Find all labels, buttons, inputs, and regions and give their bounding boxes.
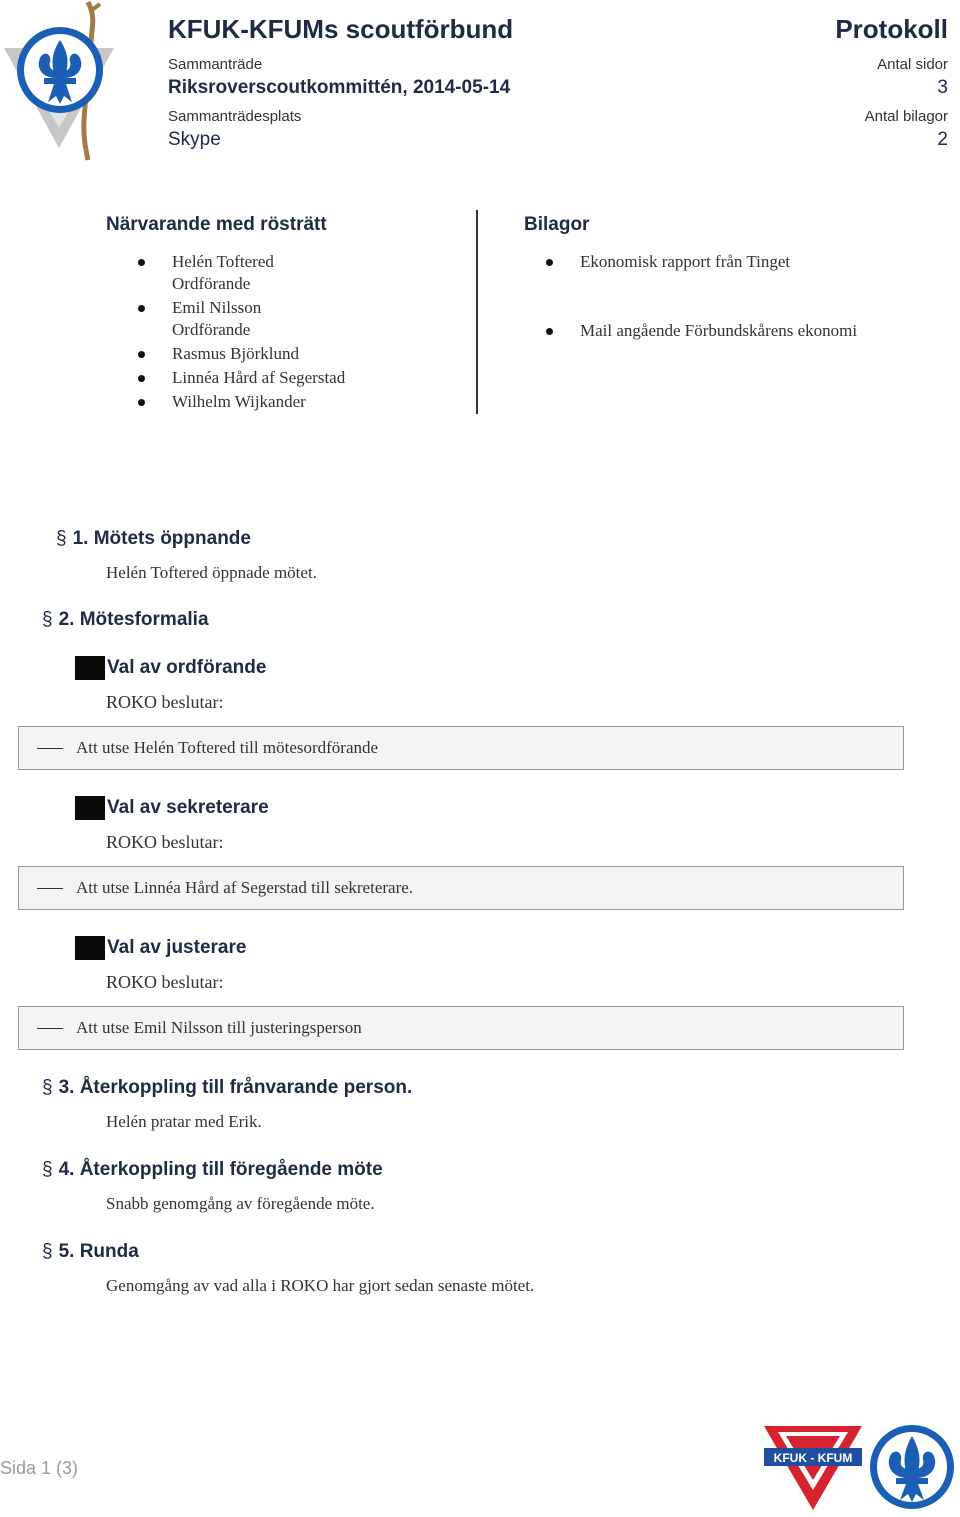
attendee-item xyxy=(138,391,458,413)
section-title: 1. Mötets öppnande xyxy=(72,528,251,549)
decision-text: Att utse Emil Nilsson till justeringsperson xyxy=(76,1018,362,1037)
section-3-text: Helén pratar med Erik. xyxy=(106,1112,262,1131)
section-5-heading xyxy=(42,1241,139,1263)
org-name: KFUK-KFUMs scoutförbund xyxy=(168,14,514,44)
attendee-name: Helén Toftered xyxy=(172,252,274,271)
subsection-title: Val av justerare xyxy=(107,937,247,958)
decision-box xyxy=(18,726,904,770)
dash-icon xyxy=(37,748,63,749)
attendee-name: Emil Nilsson xyxy=(172,298,262,317)
dash-icon xyxy=(37,888,63,889)
decision-box xyxy=(18,866,904,910)
meeting-label: Sammanträde xyxy=(168,56,263,73)
pages-label: Antal sidor xyxy=(877,56,948,73)
subsection-title: Val av ordförande xyxy=(107,657,267,678)
attendee-role: Ordförande xyxy=(172,274,251,293)
doc-type: Protokoll xyxy=(835,14,948,44)
section-title: 4. Återkoppling till föregående möte xyxy=(58,1159,383,1180)
decision-label: ROKO beslutar: xyxy=(106,692,224,712)
attachments-count-value: 2 xyxy=(937,129,948,150)
subsection-heading xyxy=(75,936,246,960)
redaction-block xyxy=(75,796,105,820)
section-4-heading xyxy=(42,1159,383,1181)
attendee-item xyxy=(138,343,458,365)
attachments-heading: Bilagor xyxy=(524,214,590,235)
attendee-item xyxy=(138,297,458,341)
place-value: Skype xyxy=(168,129,221,150)
redaction-block xyxy=(75,656,105,680)
attendee-name: Linnéa Hård af Segerstad xyxy=(172,368,346,387)
kfuk-logo-text: KFUK - KFUM xyxy=(773,1451,853,1465)
section-3-heading xyxy=(42,1077,412,1099)
section-1-text: Helén Toftered öppnade mötet. xyxy=(106,563,317,582)
section-title: 2. Mötesformalia xyxy=(58,609,209,630)
meeting-value: Riksroverscoutkommittén, 2014-05-14 xyxy=(168,77,511,98)
scout-emblem-logo xyxy=(868,1422,956,1512)
subsection-heading xyxy=(75,796,269,820)
dash-icon xyxy=(37,1028,63,1029)
attachment-item: Ekonomisk rapport från Tinget xyxy=(546,251,946,273)
decision-label: ROKO beslutar: xyxy=(106,972,224,992)
subsection-title: Val av sekreterare xyxy=(107,797,269,818)
attendees-list xyxy=(138,251,458,413)
column-divider xyxy=(476,210,478,414)
attachments-count-label: Antal bilagor xyxy=(864,108,948,125)
paragraph-sign: § xyxy=(42,1241,53,1262)
kfuk-kfum-logo xyxy=(764,1426,862,1510)
section-title: 3. Återkoppling till frånvarande person. xyxy=(58,1077,413,1098)
attendee-item xyxy=(138,251,458,295)
attendees-heading: Närvarande med rösträtt xyxy=(106,214,327,235)
paragraph-sign: § xyxy=(42,1077,53,1098)
decision-box xyxy=(18,1006,904,1050)
decision-label: ROKO beslutar: xyxy=(106,832,224,852)
pages-value: 3 xyxy=(937,77,948,98)
decision-text: Att utse Linnéa Hård af Segerstad till sekreterare. xyxy=(76,878,414,897)
redaction-block xyxy=(75,936,105,960)
place-label: Sammanträdesplats xyxy=(168,108,302,125)
paragraph-sign: § xyxy=(56,528,67,549)
attendee-name: Rasmus Björklund xyxy=(172,344,300,363)
attendee-role: Ordförande xyxy=(172,320,251,339)
attachments-list xyxy=(546,251,946,342)
section-title: 5. Runda xyxy=(58,1241,139,1262)
page-indicator: Sida 1 (3) xyxy=(0,1458,79,1478)
subsection-heading xyxy=(75,656,266,680)
section-1-heading xyxy=(56,528,251,550)
paragraph-sign: § xyxy=(42,1159,53,1180)
decision-text: Att utse Helén Toftered till mötesordförande xyxy=(76,738,379,757)
attachment-item: Mail angående Förbundskårens ekonomi xyxy=(546,320,946,342)
attendee-name: Wilhelm Wijkander xyxy=(172,392,306,411)
section-2-heading xyxy=(42,609,209,631)
scout-logo xyxy=(0,0,120,162)
section-4-text: Snabb genomgång av föregående möte. xyxy=(106,1194,375,1213)
attendee-item xyxy=(138,367,458,389)
paragraph-sign: § xyxy=(42,609,53,630)
section-5-text: Genomgång av vad alla i ROKO har gjort sedan senaste mötet. xyxy=(106,1276,535,1295)
